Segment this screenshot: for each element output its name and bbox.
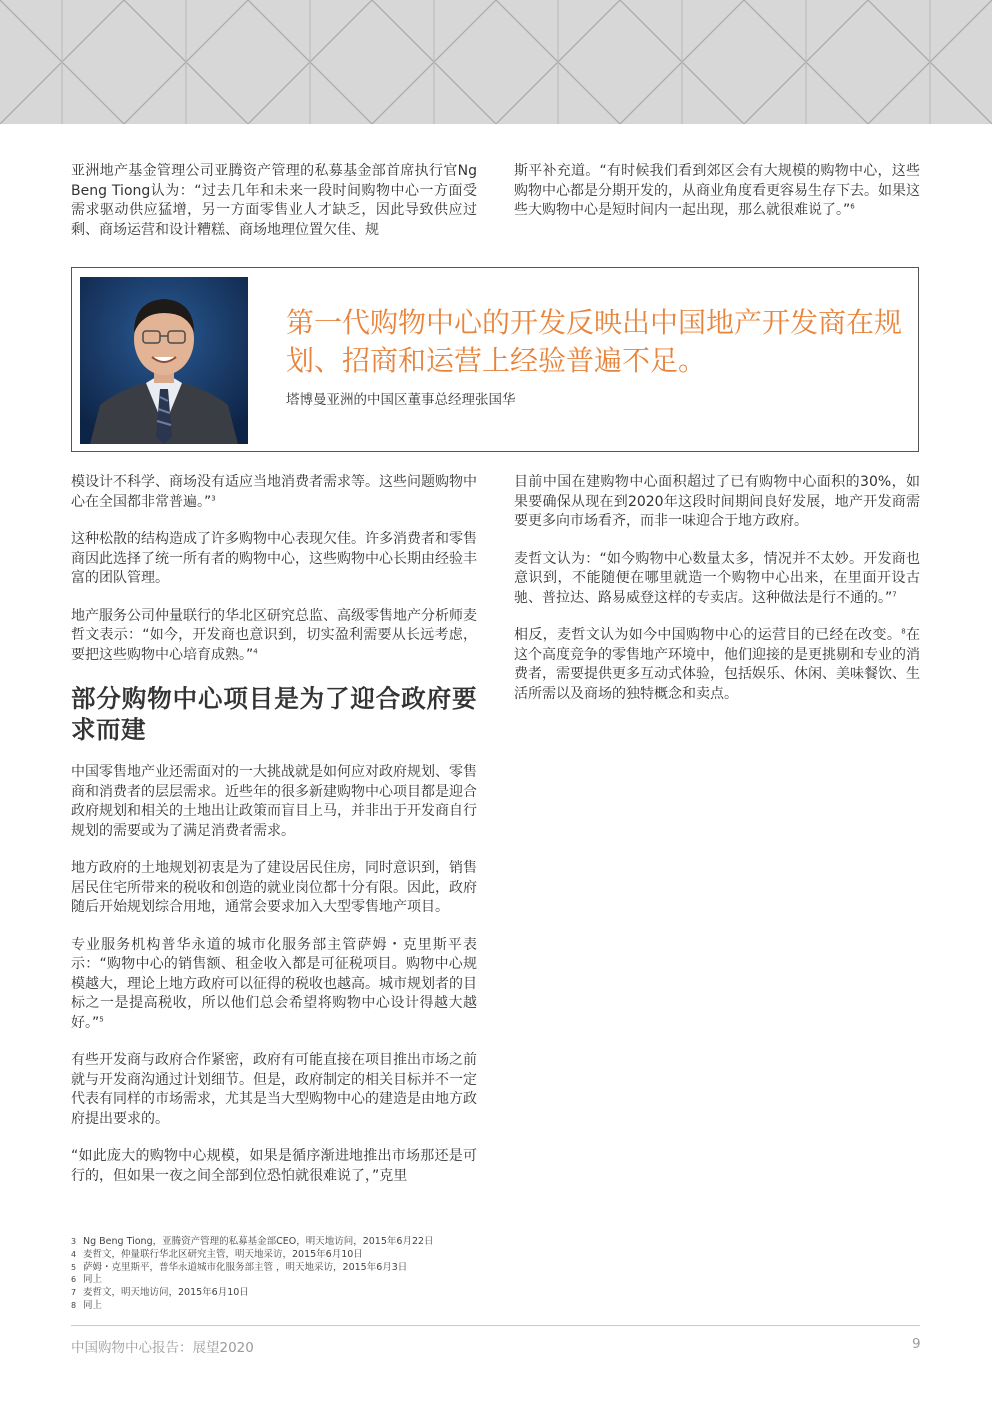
footnote-text: 麦哲文，仲量联行华北区研究主管，明天地采访，2015年6月10日 — [83, 1248, 363, 1260]
paragraph: 地方政府的土地规划初衷是为了建设居民住房，同时意识到，销售居民住宅所带来的税收和创造的就业岗位都十分有限。因此，政府随后开始规划综合用地，通常会要求加入大型零售地产项目。 — [71, 860, 477, 915]
footnote-ref[interactable]: 6 — [850, 202, 855, 211]
paragraph: 有些开发商与政府合作紧密，政府有可能直接在项目推出市场之前就与开发商沟通过计划细节。但是，政府制定的相关目标并不一定代表有同样的市场需求，尤其是当大型购物中心的建造是由地方政府提出要求的。 — [71, 1052, 477, 1127]
paragraph — [71, 607, 477, 666]
page-number: 9 — [912, 1336, 921, 1352]
paragraph-text: 在这个高度竞争的零售地产环境中，他们迎接的是更挑剔和专业的消费者，需要提供更多互动式体验，包括娱乐、休闲、美味餐饮、生活所需以及商场的独特概念和卖点。 — [514, 627, 921, 702]
banner-pattern — [0, 0, 992, 124]
header-banner — [0, 0, 992, 124]
portrait-photo — [80, 277, 248, 444]
pull-quote-attribution: 塔博曼亚洲的中国区董事总经理张国华 — [286, 392, 516, 408]
paragraph: 这种松散的结构造成了许多购物中心表现欠佳。许多消费者和零售商因此选择了统一所有者的购物中心，这些购物中心长期由经验丰富的团队管理。 — [71, 531, 477, 586]
footnote-number: 5 — [71, 1262, 77, 1272]
section-heading: 部分购物中心项目是为了迎合政府要求而建 — [71, 684, 477, 744]
footnote-item — [71, 1236, 521, 1249]
footer-report-title: 中国购物中心报告：展望2020 — [71, 1340, 254, 1356]
footnote-text: 同上 — [83, 1274, 103, 1286]
paragraph — [71, 473, 477, 512]
footnote-ref[interactable]: 8 — [901, 627, 906, 636]
footnote-number: 8 — [71, 1300, 77, 1310]
footnote-text: Ng Beng Tiong，亚腾资产管理的私募基金部CEO，明天地访问，2015年6月22日 — [83, 1236, 434, 1247]
footnote-ref[interactable]: 7 — [892, 589, 897, 598]
paragraph-text: 斯平补充道。“有时候我们看到郊区会有大规模的购物中心，这些购物中心都是分期开发的，从商业角度看更容易生存下去。如果这些大购物中心是短时间内一起出现，那么就很难说了。” — [514, 163, 920, 218]
footnote-number: 6 — [71, 1275, 77, 1285]
paragraph-text: 模设计不科学、商场没有适应当地消费者需求等。这些问题购物中心在全国都非常普遍。” — [71, 474, 477, 510]
right-column-main — [514, 473, 920, 722]
footnote-number: 3 — [71, 1237, 77, 1246]
footnote-ref[interactable]: 4 — [253, 646, 258, 655]
footnote-number: 4 — [71, 1249, 77, 1259]
footnote-text: 同上 — [83, 1299, 103, 1311]
pull-quote-box — [71, 267, 919, 452]
footnote-text: 麦哲文，明天地访问，2015年6月10日 — [83, 1287, 249, 1299]
paragraph: 中国零售地产业还需面对的一大挑战就是如何应对政府规划、零售商和消费者的层层需求。近些年的很多新建购物中心项目都是迎合政府规划和相关的土地出让政策而盲目上马，并非出于开发商自行规划的需要或为了满足消费者需求。 — [71, 764, 477, 839]
paragraph-text: 麦哲文认为：“如今购物中心数量太多，情况并不太妙。开发商也意识到，不能随便在哪里就造一个购物中心出来，在里面开设古驰、普拉达、路易威登这样的专卖店。这种做法是行不通的。” — [514, 550, 920, 606]
footnote-item — [71, 1300, 521, 1313]
footnote-number: 7 — [71, 1288, 77, 1298]
paragraph — [514, 626, 920, 704]
paragraph-text: 相反，麦哲文认为如今中国购物中心的运营目的已经在改变。 — [514, 627, 902, 643]
footnote-item — [71, 1287, 521, 1300]
paragraph: “如此庞大的购物中心规模，如果是循序渐进地推出市场那还是可行的，但如果一夜之间全部到位恐怕就很难说了，”克里 — [71, 1148, 477, 1184]
footnote-text: 萨姆・克里斯平，普华永道城市化服务部主管 ，明天地采访，2015年6月3日 — [83, 1261, 408, 1273]
paragraph-text: 专业服务机构普华永道的城市化服务部主管萨姆・克里斯平表示：“购物中心的销售额、租金收入都是可征税项目。购物中心规模越大，理论上地方政府可以征得的税收也越高。城市规划者的目标之一是提高税收，所以他们总会希望将购物中心设计得越大越好。” — [71, 936, 477, 1031]
footnote-item — [71, 1262, 521, 1275]
paragraph-text: 地产服务公司仲量联行的华北区研究总监、高级零售地产分析师麦哲文表示：“如今，开发商也意识到，切实盈利需要从长远考虑，要把这些购物中心培育成熟。” — [71, 607, 477, 663]
left-column-main — [71, 473, 477, 1204]
footnote-ref[interactable]: 5 — [99, 1014, 104, 1023]
paragraph: 亚洲地产基金管理公司亚腾资产管理的私募基金部首席执行官Ng Beng Tiong认为：“过去几年和未来一段时间购物中心一方面受需求驱动供应猛增，另一方面零售业人才缺乏，因此导致供应过剩、商场运营和设计糟糕、商场地理位置欠佳、规 — [71, 163, 477, 238]
footnote-item — [71, 1274, 521, 1287]
paragraph — [514, 162, 920, 221]
paragraph — [71, 936, 477, 1034]
paragraph — [514, 550, 920, 609]
right-column-top — [514, 162, 920, 239]
pull-quote-text: 第一代购物中心的开发反映出中国地产开发商在规划、招商和运营上经验普遍不足。 — [286, 306, 903, 377]
footnote-ref[interactable]: 3 — [211, 493, 216, 502]
paragraph: 目前中国在建购物中心面积超过了已有购物中心面积的30%，如果要确保从现在到2020年这段时间期间良好发展，地产开发商需要更多向市场看齐，而非一味迎合于地方政府。 — [514, 474, 920, 529]
footnotes — [71, 1236, 521, 1313]
footer-divider — [71, 1325, 920, 1326]
footnote-item — [71, 1249, 521, 1262]
left-column-top — [71, 162, 477, 258]
